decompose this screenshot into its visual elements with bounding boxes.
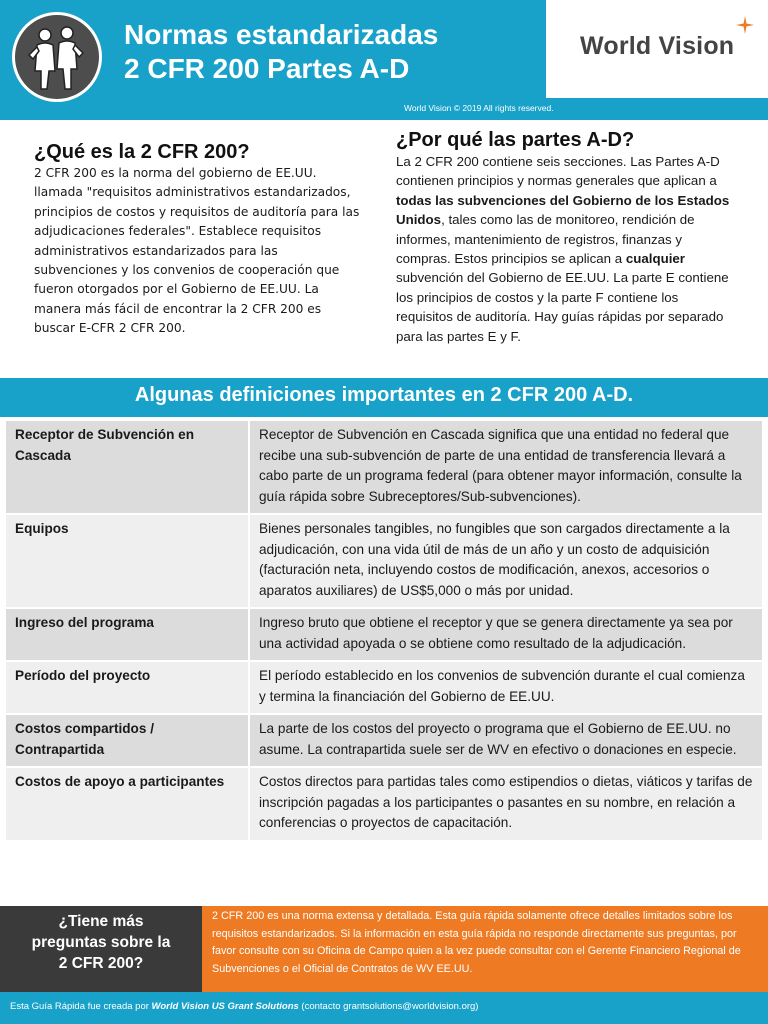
questions-line-3: 2 CFR 200? <box>58 955 144 972</box>
logo <box>546 0 768 98</box>
footer-text <box>10 1001 478 1012</box>
footer-prefix: Esta Guía Rápida fue creada por <box>10 1001 152 1012</box>
intro-left-heading: ¿Qué es la 2 CFR 200? <box>34 141 250 163</box>
definitions-table <box>6 421 762 842</box>
title-line-2: 2 CFR 200 Partes A-D <box>124 53 410 84</box>
intro-right-heading: ¿Por qué las partes A-D? <box>396 129 635 151</box>
definitions-banner <box>0 378 768 417</box>
table-row <box>6 514 762 608</box>
intro-right-section <box>396 128 736 346</box>
intro-left-section <box>34 140 364 339</box>
footer-contact: (contacto grantsolutions@worldvision.org) <box>298 1001 479 1012</box>
definition-text: Costos directos para partidas tales como estipendios o dietas, viáticos y tarifas de inscripción pagadas a los participantes o pasantes en su nombre, en relación a conferencias o proyectos de capacitación. <box>259 774 753 830</box>
questions-line-1: ¿Tiene más <box>58 913 144 930</box>
definition-term: Costos de apoyo a participantes <box>6 767 249 841</box>
footer-org: World Vision US Grant Solutions <box>151 1001 299 1012</box>
questions-info-box: 2 CFR 200 es una norma extensa y detallada. Esta guía rápida solamente ofrece detalles limitados sobre los requisitos estandarizados. Si la información en esta guía rápida no responde directamente sus preguntas, por favor consulte con su Oficina de Campo quien a la vez puede consultar con el Gerente Financiero Regional de Subvenciones o el Oficial de Contratos de WV EE.UU. <box>202 906 768 992</box>
intro-right-text <box>396 152 736 346</box>
definition-term: Ingreso del programa <box>6 608 249 661</box>
definition-term: Receptor de Subvención en Cascada <box>6 421 249 514</box>
intro-right-text-2: , tales como las de monitoreo, rendición de informes, mantenimiento de registros, finanzas y compras. Estos principios se aplican a <box>396 212 695 267</box>
intro-right-text-3: subvención del Gobierno de EE.UU. La parte E contiene los principios de costos y la parte F contiene los requisitos de auditoría. Hay guías rápidas por separado para las partes E y F. <box>396 270 729 344</box>
page-title <box>124 18 438 86</box>
definition-text: La parte de los costos del proyecto o programa que el Gobierno de EE.UU. no asume. La contrapartida suele ser de WV en efectivo o donaciones en especie. <box>259 721 737 757</box>
copyright-text: World Vision © 2019 All rights reserved. <box>404 103 554 113</box>
table-row <box>6 661 762 714</box>
definition-term: Equipos <box>6 514 249 608</box>
title-line-1: Normas estandarizadas <box>124 19 439 50</box>
definitions-heading: Algunas definiciones importantes en 2 CFR 200 A-D. <box>134 384 634 406</box>
definition-text: El período establecido en los convenios de subvención durante el cual comienza y termina la financiación del Gobierno de EE.UU. <box>259 668 745 704</box>
definition-text: Receptor de Subvención en Cascada significa que una entidad no federal que recibe una sub-subvención de parte de una entidad de transferencia llevará a cabo parte de un programa federal (para obtener mayor información, consulte la guía rápida sobre Subreceptores/Sub-subvenciones). <box>259 427 742 504</box>
definition-text: Bienes personales tangibles, no fungibles que son cargados directamente a la adjudicación, con una vida útil de más de un año y un costo de adquisición (facturación neta, incluyendo costos de modificación, anexos, accesorios o aparatos auxiliares) de US$5,000 o más por unidad. <box>259 521 730 598</box>
intro-right-bold-2: cualquier <box>625 251 685 267</box>
intro-right-bold-1: todas las subvenciones del Gobierno de los Estados Unidos <box>396 192 730 228</box>
brand-name: World Vision <box>580 32 735 60</box>
definition-text: Ingreso bruto que obtiene el receptor y que se genera directamente ya sea por una actividad apoyada o se obtiene como resultado de la adjudicación. <box>259 615 733 651</box>
people-illustration-icon <box>12 12 102 102</box>
definition-term: Costos compartidos / Contrapartida <box>6 714 249 767</box>
footer <box>0 992 768 1024</box>
intro-left-text: 2 CFR 200 es la norma del gobierno de EE.UU. llamada "requisitos administrativos estandarizados, principios de costos y requisitos de auditoría para las adjudicaciones federales". Establece requisitos administrativos estandarizados para las subvenciones y los convenios de cooperación que fueron otorgados por el Gobierno de EE.UU. La manera más fácil de encontrar la 2 CFR 200 es buscar E-CFR 2 CFR 200. <box>34 166 360 336</box>
definition-term: Período del proyecto <box>6 661 249 714</box>
table-row <box>6 767 762 841</box>
table-row <box>6 714 762 767</box>
questions-line-2: preguntas sobre la <box>31 934 171 951</box>
table-row <box>6 608 762 661</box>
table-row <box>6 421 762 514</box>
header-banner <box>0 0 768 120</box>
star-icon <box>736 16 754 34</box>
intro-right-text-1: La 2 CFR 200 contiene seis secciones. Las Partes A-D contienen principios y normas generales que aplican a <box>396 154 720 189</box>
questions-box <box>0 906 202 992</box>
